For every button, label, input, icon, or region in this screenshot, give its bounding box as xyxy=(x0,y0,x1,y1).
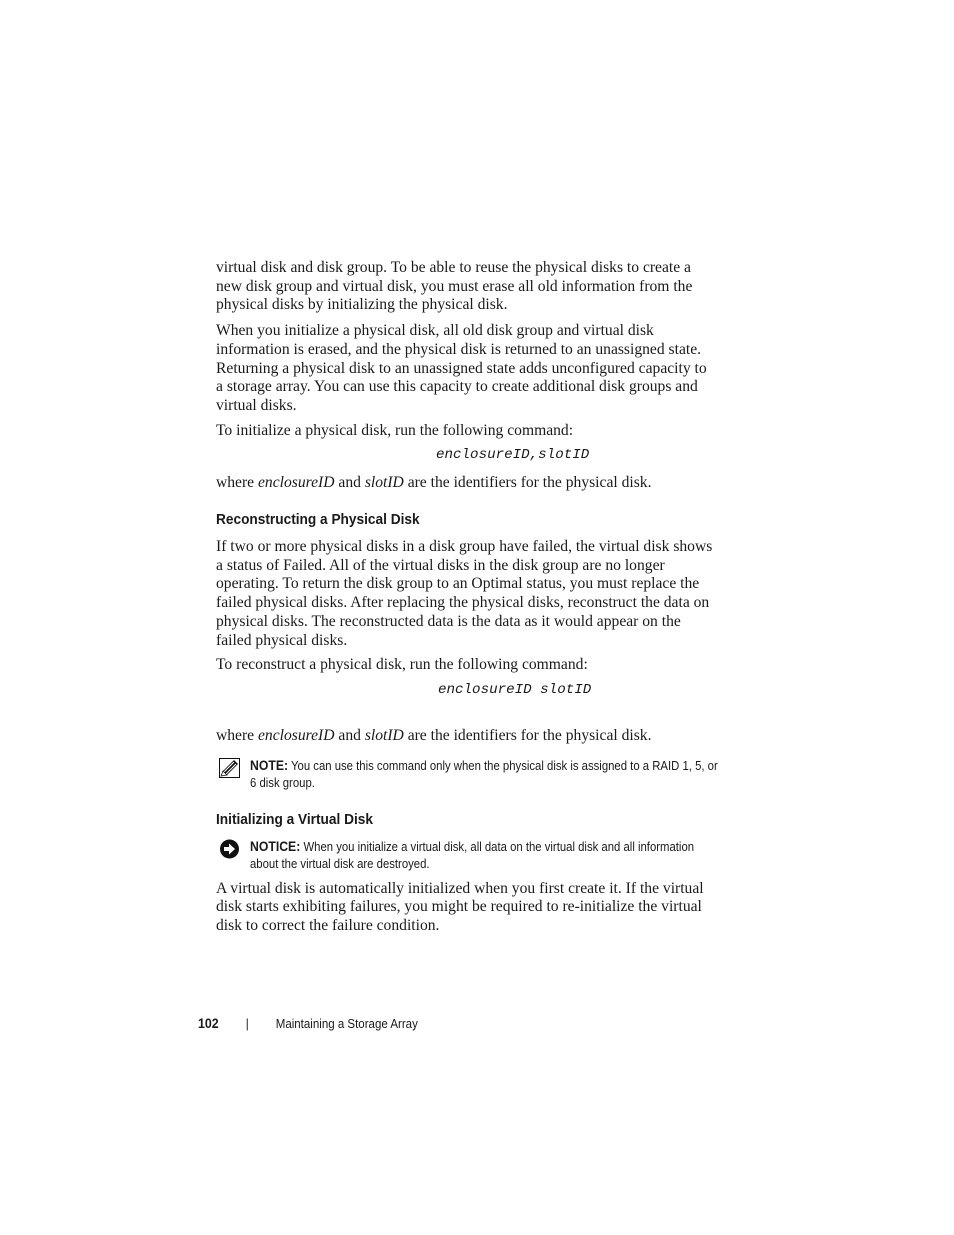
enclosure-id-term: enclosureID xyxy=(258,474,335,492)
page-content xyxy=(216,259,716,936)
intro-where-paragraph xyxy=(216,474,716,493)
where-prefix: where xyxy=(216,726,258,744)
note-body: You can use this command only when the physical disk is assigned to a RAID 1, 5, or 6 disk group. xyxy=(250,758,718,790)
note-text xyxy=(250,757,718,792)
reconstruct-command: enclosureID slotID xyxy=(438,681,592,698)
footer-section-title: Maintaining a Storage Array xyxy=(275,1016,418,1031)
note-label: NOTE: xyxy=(250,757,289,773)
notice-label: NOTICE: xyxy=(250,838,301,854)
reconstruct-heading: Reconstructing a Physical Disk xyxy=(216,511,420,529)
where-and: and xyxy=(334,474,365,492)
notice-arrow-icon xyxy=(219,839,240,859)
note-callout xyxy=(216,757,716,792)
reconstruct-paragraph-2: To reconstruct a physical disk, run the following command: xyxy=(216,656,588,674)
notice-text xyxy=(250,838,718,873)
note-pencil-icon xyxy=(219,758,240,778)
notice-body: When you initialize a virtual disk, all data on the virtual disk and all information about the virtual disk are destroyed. xyxy=(250,839,695,871)
initialize-command: enclosureID,slotID xyxy=(436,447,590,464)
where-suffix: are the identifiers for the physical disk. xyxy=(403,474,652,492)
intro-paragraph-3: To initialize a physical disk, run the following command: xyxy=(216,421,574,439)
slot-id-term: slotID xyxy=(364,474,404,492)
notice-callout xyxy=(216,838,716,873)
where-suffix: are the identifiers for the physical disk. xyxy=(403,726,652,744)
reconstruct-where-paragraph xyxy=(216,727,716,746)
slot-id-term: slotID xyxy=(364,726,404,744)
intro-paragraph-1: virtual disk and disk group. To be able to reuse the physical disks to create a new disk group and virtual disk, you must erase all old information from the physical disks by initializing the physical disk. xyxy=(216,259,693,314)
page-footer xyxy=(198,1015,418,1033)
where-prefix: where xyxy=(216,474,258,492)
page-number: 102 xyxy=(198,1016,219,1031)
intro-paragraph-2: When you initialize a physical disk, all old disk group and virtual disk information is erased, and the physical disk is returned to an unassigned state. Returning a physical disk to an unassigned state adds unconfigured capacity to a storage array. You can use this capacity to create additional disk groups and virtual disks. xyxy=(216,322,707,414)
where-and: and xyxy=(334,726,365,744)
initialize-virtual-disk-heading: Initializing a Virtual Disk xyxy=(216,810,373,828)
enclosure-id-term: enclosureID xyxy=(258,726,335,744)
reconstruct-paragraph-1: If two or more physical disks in a disk group have failed, the virtual disk shows a status of Failed. All of the virtual disks in the disk group are no longer operating. To return the disk group to an Optimal status, you must replace the failed physical disks. After replacing the physical disks, reconstruct the data on physical disks. The reconstructed data is the data as it would appear on the failed physical disks. xyxy=(216,538,713,649)
initialize-virtual-disk-paragraph: A virtual disk is automatically initialized when you first create it. If the virtual disk starts exhibiting failures, you might be required to re-initialize the virtual disk to correct the failure condition. xyxy=(216,879,704,935)
footer-separator: | xyxy=(245,1016,249,1031)
